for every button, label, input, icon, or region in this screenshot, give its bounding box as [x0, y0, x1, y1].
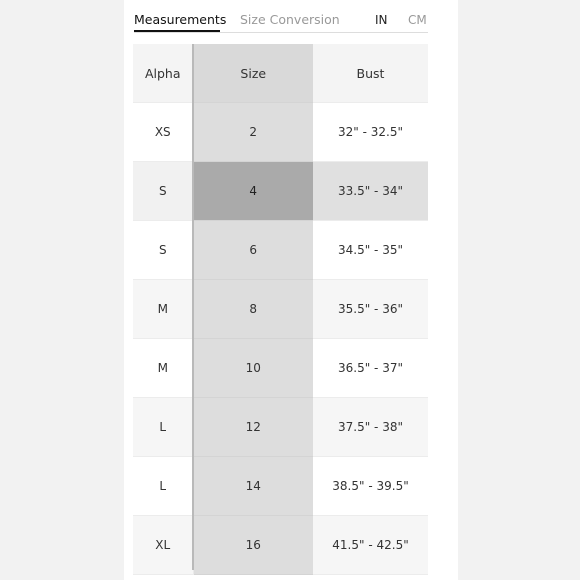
table-row: [133, 516, 428, 575]
cell-bust: 37.5" - 38": [313, 398, 428, 457]
cell-bust: 32" - 32.5": [313, 103, 428, 162]
tabs-divider: [134, 32, 428, 33]
cell-bust: 41.5" - 42.5": [313, 516, 428, 575]
cell-alpha: L: [133, 457, 193, 516]
size-chart-tabs: [134, 10, 428, 34]
header-bust: Bust: [313, 44, 428, 103]
cell-alpha: XS: [133, 103, 193, 162]
tab-measurements[interactable]: Measurements: [134, 12, 227, 27]
cell-size[interactable]: 10: [193, 339, 313, 398]
table-row: [133, 221, 428, 280]
cell-alpha: M: [133, 339, 193, 398]
table-row: [133, 103, 428, 162]
cell-size[interactable]: 6: [193, 221, 313, 280]
table-row-selected: [133, 162, 428, 221]
table-row: [133, 398, 428, 457]
size-chart-table: [133, 44, 428, 575]
cell-bust: 33.5" - 34": [313, 162, 428, 221]
cell-size[interactable]: 8: [193, 280, 313, 339]
header-size: Size: [193, 44, 313, 103]
table-header-row: [133, 44, 428, 103]
cell-alpha: XL: [133, 516, 193, 575]
cell-size-selected[interactable]: 4: [193, 162, 313, 221]
table-row: [133, 280, 428, 339]
size-column-shadow: [192, 44, 194, 570]
cell-bust: 36.5" - 37": [313, 339, 428, 398]
unit-toggle-inches[interactable]: IN: [375, 13, 388, 27]
cell-bust: 35.5" - 36": [313, 280, 428, 339]
cell-bust: 34.5" - 35": [313, 221, 428, 280]
cell-size[interactable]: 2: [193, 103, 313, 162]
cell-bust: 38.5" - 39.5": [313, 457, 428, 516]
cell-alpha: S: [133, 221, 193, 280]
table-row: [133, 457, 428, 516]
table-row: [133, 339, 428, 398]
cell-size[interactable]: 12: [193, 398, 313, 457]
header-alpha: Alpha: [133, 44, 193, 103]
cell-alpha: M: [133, 280, 193, 339]
tab-size-conversion[interactable]: Size Conversion: [240, 12, 340, 27]
cell-size[interactable]: 16: [193, 516, 313, 575]
cell-alpha: S: [133, 162, 193, 221]
cell-alpha: L: [133, 398, 193, 457]
unit-toggle-centimeters[interactable]: CM: [408, 13, 427, 27]
cell-size[interactable]: 14: [193, 457, 313, 516]
